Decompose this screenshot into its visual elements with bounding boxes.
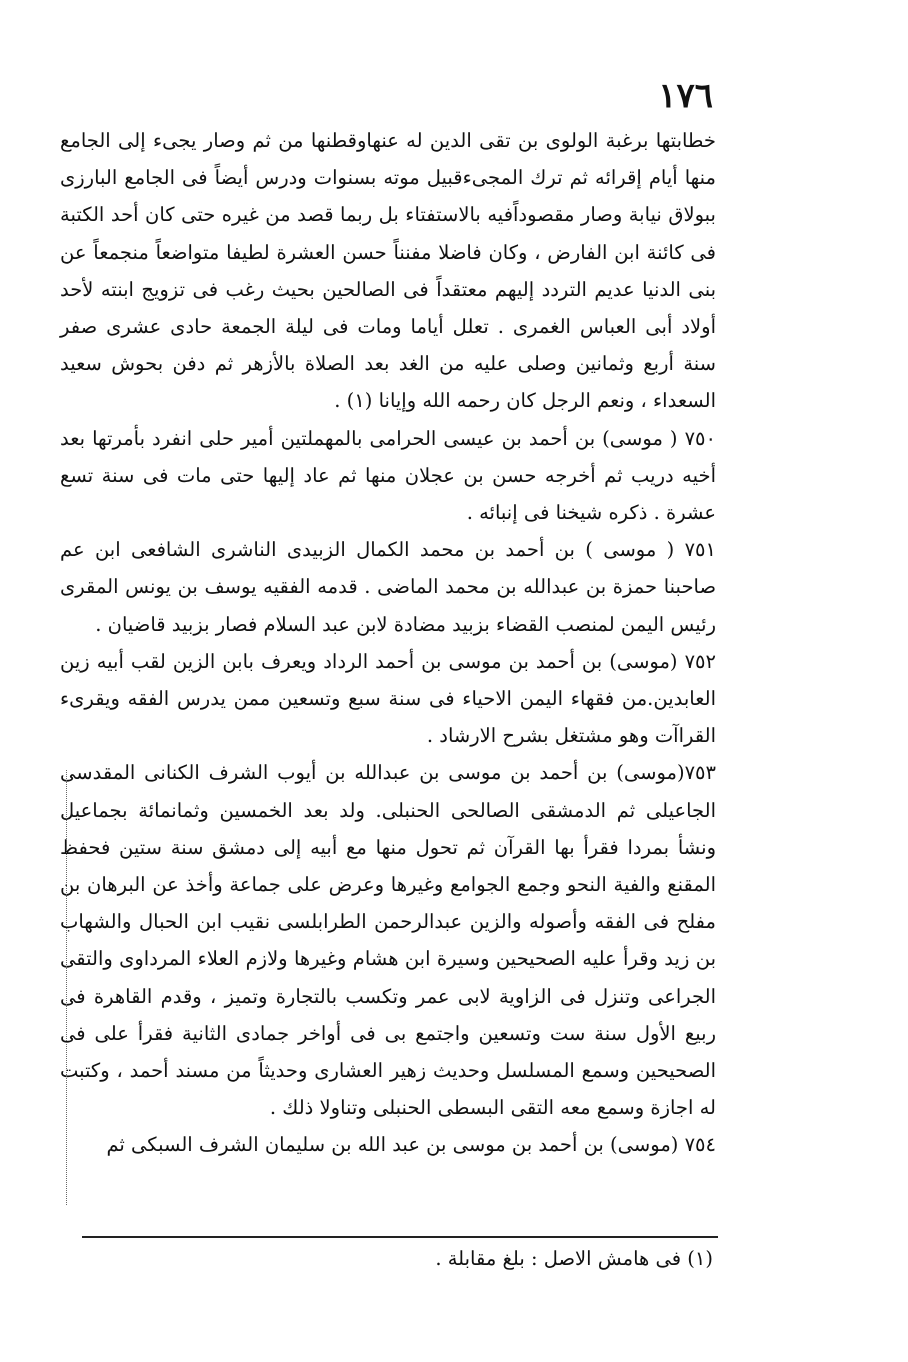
margin-marker-line [66,770,67,1205]
footnote-divider [82,1236,718,1238]
page-number: ١٧٦ [658,76,713,116]
entry-753: ٧٥٣(موسى) بن أحمد بن موسى بن عبدالله بن أيوب الشرف الكنانى المقدسى الجاعيلى ثم الدمشقى الصالحى الحنبلى. ولد بعد الخمسين وثمانمائة بجماعيل ونشأ بمردا فقرأ بها القرآن ثم تحول منها مع أبيه إلى دمشق سنة ستين فحفظ المقنع والفية النحو وجمع الجوامع وغيرها وعرض على جماعة وأخذ عن البرهان بن مفلح فى الفقه وأصوله والزين عبدالرحمن الطرابلسى نقيب ابن الحبال والشهاب بن زيد وقرأ عليه الصحيحين وسيرة ابن هشام وغيرها ولازم العلاء المرداوى والتقى الجراعى وتنزل فى الزاوية لابى عمر وتكسب بالتجارة وتميز ، وقدم القاهرة فى ربيع الأول سنة ست وتسعين واجتمع بى فى أواخر جمادى الثانية فقرأ على فى الصحيحين وسمع المسلسل وحديث زهير العشارى وحديثاً من مسند أحمد ، وكتبت له اجازة وسمع معه التقى البسطى الحنبلى وتناولا ذلك . [60,761,716,1120]
footnote: (١) فى هامش الاصل : بلغ مقابلة . [435,1247,713,1270]
paragraph-continuation: خطابتها برغبة الولوى بن تقى الدين له عنهاوقطنها من ثم وصار يجىء إلى الجامع منها أيام إقرائه ثم ترك المجىءقبيل موته بسنوات ودرس أيضاً فى الجامع البارزى ببولاق نيابة وصار مقصوداًفيه بالاستفتاء بل ربما قصد من غيره حتى كان أحد الكتبة فى كائنة ابن الفارض ، وكان فاضلا مفنناً حسن العشرة لطيفا متواضعاً منجمعاً عن بنى الدنيا عديم التردد إليهم معتقداً فى الصالحين بحيث رغب فى تزويج ابنته لأحد أولاد أبى العباس الغمرى . تعلل أياما ومات فى ليلة الجمعة حادى عشرى صفر سنة أربع وثمانين وصلى عليه من الغد بعد الصلاة بالأزهر ثم دفن بحوش سعيد السعداء ، ونعم الرجل كان رحمه الله وإيانا (١) . [60,129,716,413]
entry-752: ٧٥٢ (موسى) بن أحمد بن موسى بن أحمد الرداد ويعرف بابن الزين لقب أبيه زين العابدين.من فقهاء اليمن الاحياء فى سنة سبع وتسعين ممن يدرس الفقه ويقرىء القراآت وهو مشتغل بشرح الارشاد . [60,649,716,748]
main-text [60,122,716,1164]
entry-750: ٧٥٠ ( موسى) بن أحمد بن عيسى الحرامى بالمهملتين أمير حلى انفرد بأمرتها بعد أخيه دريب ثم أخرجه حسن بن عجلان منها ثم عاد إليها حتى مات فى سنة تسع عشرة . ذكره شيخنا فى إنبائه . [60,426,716,525]
entry-751: ٧٥١ ( موسى ) بن أحمد بن محمد الكمال الزبيدى الناشرى الشافعى ابن عم صاحبنا حمزة بن عبدالله بن محمد الماضى . قدمه الفقيه يوسف بن يونس المقرى رئيس اليمن لمنصب القضاء بزبيد مضادة لابن عبد السلام فصار بزبيد قاضيان . [60,538,716,636]
entry-754: ٧٥٤ (موسى) بن أحمد بن موسى بن عبد الله بن سليمان الشرف السبكى ثم [106,1133,716,1157]
